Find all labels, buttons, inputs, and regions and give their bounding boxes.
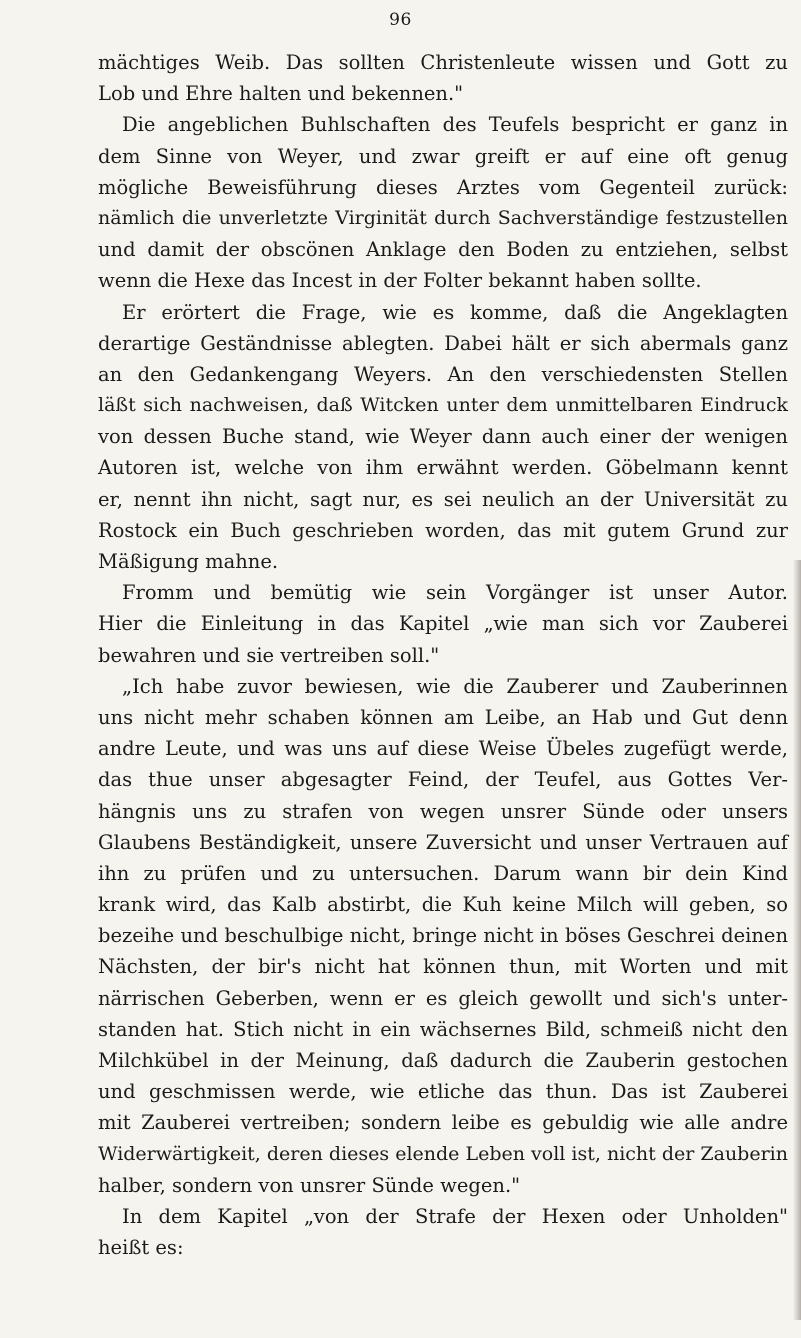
page-number: 96 — [389, 10, 412, 30]
text-line: derartige Geständnisse ablegten. Dabei hält er sich abermals ganz — [98, 331, 788, 355]
text-line: von dessen Buche stand, wie Weyer dann auch einer der wenigen — [98, 425, 788, 449]
text-line: bezeihe und beschulbige nicht, bringe nicht in böses Geschrei deinen — [98, 924, 788, 948]
text-line: krank wird, das Kalb abstirbt, die Kuh keine Milch will geben, so — [98, 893, 788, 917]
text-line: mögliche Beweisführung dieses Arztes vom Gegenteil zurück: — [98, 175, 788, 199]
page-edge-shadow — [793, 560, 801, 1320]
text-line: Er erörtert die Frage, wie es komme, daß die Angeklagten — [122, 300, 788, 324]
text-line: In dem Kapitel „von der Strafe der Hexen oder Unholden" — [122, 1204, 788, 1228]
text-line: Milchkübel in der Meinung, daß dadurch die Zauberin gestochen — [98, 1049, 788, 1072]
text-line: mit Zauberei vertreiben; sondern leibe es gebuldig wie alle andre — [98, 1111, 788, 1135]
text-line: das thue unser abgesagter Feind, der Teufel, aus Gottes Ver- — [98, 768, 788, 792]
text-line: läßt sich nachweisen, daß Witcken unter dem unmittelbaren Eindruck — [98, 394, 788, 417]
text-line: ihn zu prüfen und zu untersuchen. Darum wann bir dein Kind — [98, 861, 788, 885]
text-line: und damit der obscönen Anklage den Boden zu entziehen, selbst — [98, 238, 788, 262]
text-line: er, nennt ihn nicht, sagt nur, es sei neulich an der Universität zu — [98, 487, 788, 511]
text-line: „Ich habe zuvor bewiesen, wie die Zauberer und Zauberinnen — [122, 674, 788, 698]
text-line: närrischen Geberben, wenn er es gleich gewollt und sich's unter- — [98, 986, 788, 1010]
text-line: und geschmissen werde, wie etliche das thun. Das ist Zauberei — [98, 1080, 788, 1104]
body-text — [98, 47, 788, 1263]
text-line: wenn die Hexe das Incest in der Folter bekannt haben sollte. — [98, 269, 702, 293]
text-line: Lob und Ehre halten und bekennen." — [98, 82, 464, 106]
text-line: an den Gedankengang Weyers. An den verschiedensten Stellen — [98, 362, 788, 386]
text-line: mächtiges Weib. Das sollten Christenleute wissen und Gott zu — [98, 51, 788, 74]
text-line: bewahren und sie vertreiben soll." — [98, 643, 440, 667]
text-line: Autoren ist, welche von ihm erwähnt werden. Göbelmann kennt — [98, 456, 788, 480]
text-line: Mäßigung mahne. — [98, 550, 279, 573]
text-line: dem Sinne von Weyer, und zwar greift er auf eine oft genug — [98, 144, 788, 168]
text-line: standen hat. Stich nicht in ein wächsernes Bild, schmeiß nicht den — [98, 1017, 788, 1041]
text-line: Die angeblichen Buhlschaften des Teufels bespricht er ganz in — [122, 113, 788, 137]
text-line: Nächsten, der bir's nicht hat können thun, mit Worten und mit — [98, 955, 788, 979]
text-line: heißt es: — [98, 1236, 184, 1260]
text-line: Glaubens Beständigkeit, unsere Zuversicht und unser Vertrauen auf — [98, 830, 788, 854]
text-line: nämlich die unverletzte Virginität durch Sachverständige festzustellen — [98, 206, 788, 229]
text-line: hängnis uns zu strafen von wegen unsrer Sünde oder unsers — [98, 799, 788, 823]
text-line: halber, sondern von unsrer Sünde wegen." — [98, 1173, 521, 1197]
text-line: Rostock ein Buch geschrieben worden, das mit gutem Grund zur — [98, 518, 788, 542]
text-line: Widerwärtigkeit, deren dieses elende Leben voll ist, nicht der Zauberin — [98, 1142, 788, 1165]
text-line: uns nicht mehr schaben können am Leibe, an Hab und Gut denn — [98, 705, 788, 729]
text-line: Hier die Einleitung in das Kapitel „wie man sich vor Zauberei — [98, 612, 788, 636]
text-line: Fromm und bemütig wie sein Vorgänger ist unser Autor. — [122, 581, 788, 605]
text-line: andre Leute, und was uns auf diese Weise Übeles zugefügt werde, — [98, 737, 788, 761]
